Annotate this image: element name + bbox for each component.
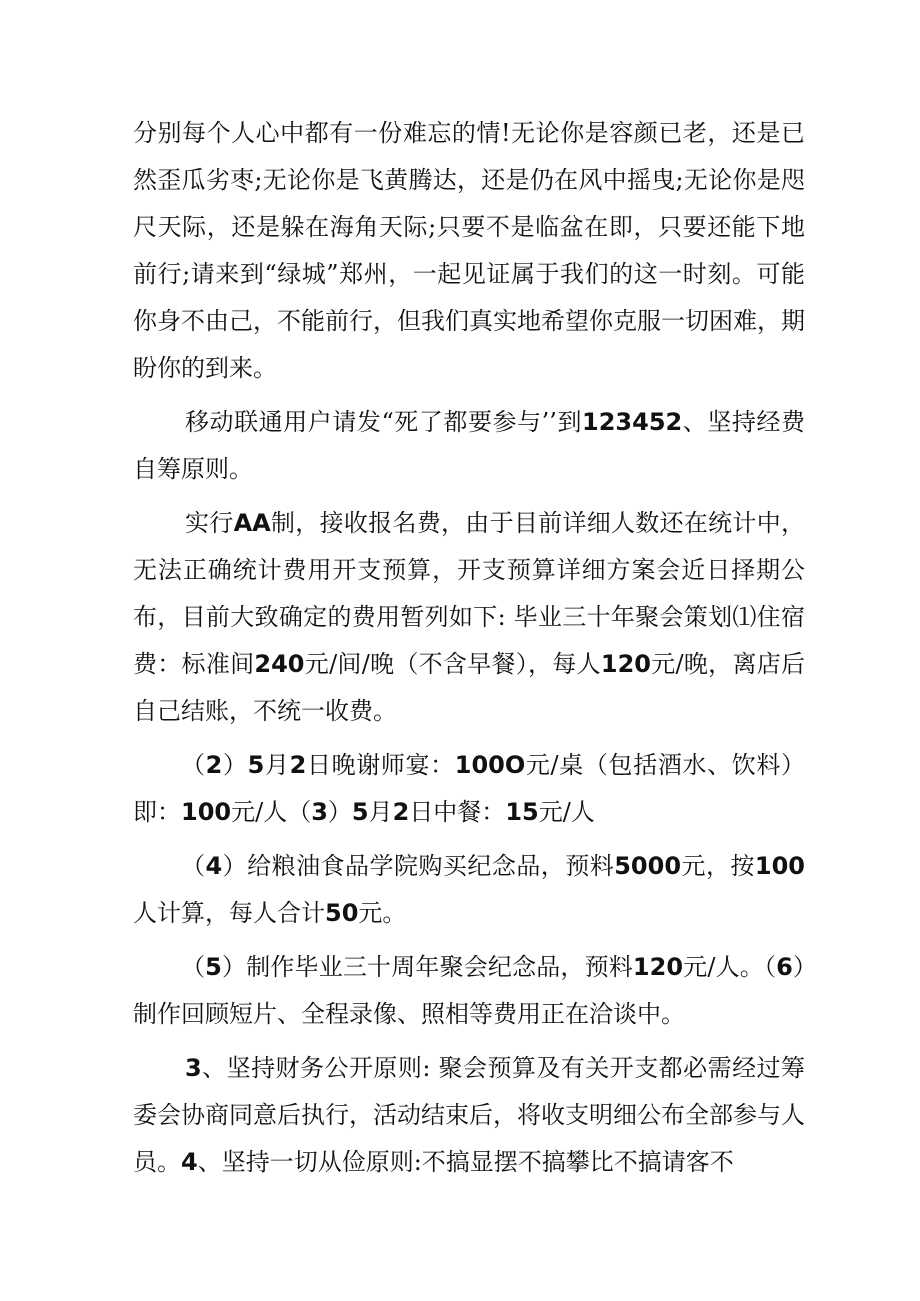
lunch-price: 15	[505, 798, 539, 826]
day-number: 2	[392, 798, 410, 826]
item-number: 5	[205, 953, 222, 981]
table-price: 100O	[454, 751, 526, 779]
text-run: 元。	[358, 899, 407, 927]
text-run: （	[181, 751, 206, 779]
budget-amount: 5000	[614, 852, 682, 880]
principle-number: 4	[181, 1148, 198, 1176]
text-run: 元/晚，离店后自己结账，不统一收费。	[133, 650, 806, 725]
sms-number: 123452	[582, 408, 683, 436]
per-person-amount: 50	[325, 899, 359, 927]
text-run: （	[181, 953, 206, 981]
per-person-price: 120	[600, 650, 651, 678]
text-run: 、坚持经费自筹原则。	[133, 408, 806, 483]
day-number: 2	[289, 751, 307, 779]
text-run: 实行	[185, 509, 234, 537]
text-run: ）给粮油食品学院购买纪念品，预料	[222, 852, 615, 880]
document-body	[133, 110, 805, 1193]
aa-label: AA	[233, 509, 271, 537]
text-run: 、坚持财务公开原则: 聚会预算及有关开支都必需经过筹委会协商同意后执行，活动结束后，将收支明细公布全部参与人员。	[133, 1054, 805, 1176]
text-run: 元/人。（	[683, 953, 777, 981]
text-run: 、坚持一切从俭原则:不搞显摆不搞攀比不搞请客不	[197, 1148, 734, 1176]
text-run: ）	[327, 798, 352, 826]
text-run: 日中餐：	[409, 798, 506, 826]
paragraph-text: 分别每个人心中都有一份难忘的情!无论你是容颜已老，还是已然歪瓜劣枣;无论你是飞黄腾达，还是仍在风中摇曳;无论你是咫尺天际，还是躲在海角天际;只要不是临盆在即，只要还能下地前行;请来到“绿城”郑州，一起见证属于我们的这一时刻。可能你身不由己，不能前行，但我们真实地希望你克服一切困难，期盼你的到来。	[133, 119, 805, 382]
item-number: 4	[205, 852, 223, 880]
room-price: 240	[254, 650, 305, 678]
text-run: 元/桌（包括酒水、饮料）即：	[133, 751, 806, 826]
paragraph-sms-registration	[133, 399, 805, 493]
text-run: 元/人（	[231, 798, 312, 826]
per-person-price: 100	[181, 798, 232, 826]
text-run: 日晚谢师宴：	[306, 751, 455, 779]
text-run: ）制作毕业三十周年聚会纪念品，预料	[221, 953, 633, 981]
paragraph-aa-fees	[133, 500, 805, 735]
paragraph-invitation	[133, 110, 805, 392]
paragraph-souvenir-reunion	[133, 944, 805, 1038]
text-run: （	[181, 852, 206, 880]
item-number: 6	[776, 953, 793, 981]
text-run: 月	[264, 751, 290, 779]
text-run: 元/人	[538, 798, 595, 826]
per-person-amount: 120	[632, 953, 684, 981]
people-count: 100	[754, 852, 806, 880]
month-number: 5	[351, 798, 369, 826]
text-run: 人计算，每人合计	[133, 899, 325, 927]
month-number: 5	[247, 751, 265, 779]
item-number: 3	[311, 798, 328, 826]
paragraph-principles	[133, 1045, 805, 1186]
text-run: ）	[222, 751, 248, 779]
text-run: 月	[368, 798, 393, 826]
text-run: 元/间/晚（不含早餐），每人	[304, 650, 601, 678]
item-number: 2	[205, 751, 223, 779]
principle-number: 3	[185, 1054, 202, 1082]
text-run: ）制作回顾短片、全程录像、照相等费用正在洽谈中。	[133, 953, 806, 1028]
paragraph-souvenir-college	[133, 843, 805, 937]
text-run: 制，接收报名费，由于目前详细人数还在统计中，无法正确统计费用开支预算，开支预算详细方案会近日择期公布，目前大致确定的费用暂列如下: 毕业三十年聚会策划⑴住宿费：标准间	[133, 509, 806, 678]
text-run: 元，按	[681, 852, 755, 880]
paragraph-banquet-fees	[133, 742, 805, 836]
text-run: 移动联通用户请发“死了都要参与’’到	[185, 408, 583, 436]
